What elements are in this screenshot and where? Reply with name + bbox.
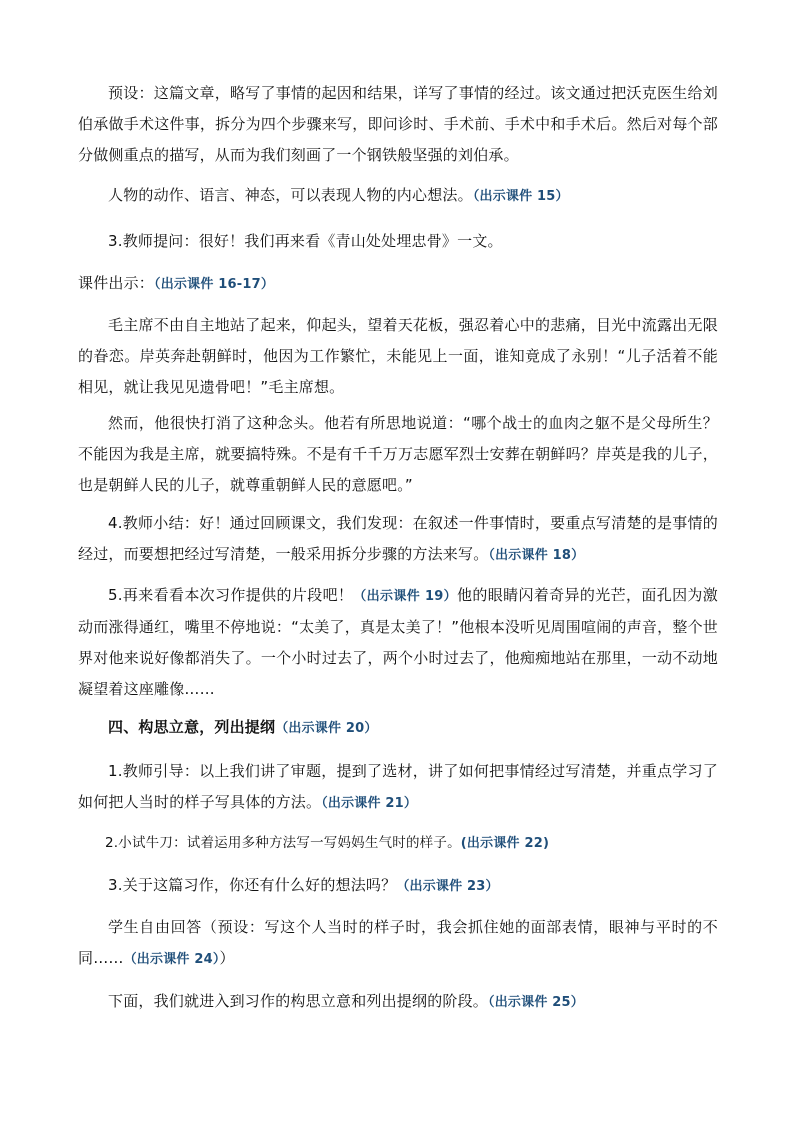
paragraph-text: ） (219, 949, 235, 967)
paragraph-text: 5.再来看看本次习作提供的片段吧！ (108, 586, 354, 604)
paragraph-courseware-show (78, 268, 718, 300)
paragraph-text: 他的眼睛闪着奇异的光芒，面孔因为激动而涨得通红，嘴里不停地说：“太美了，真是太美了！”他根本没听见周围喧闹的声音，整个世界对他来说好像都消失了。一个小时过去了，两个小时过去了，他痴痴地站在那里，一动不动地凝望着这座雕像…… (78, 586, 718, 698)
paragraph-quote-1 (78, 310, 718, 403)
courseware-ref: （出示课件 19） (353, 589, 458, 604)
paragraph-teacher-summary (78, 508, 718, 571)
paragraph-text: 4.教师小结：好！通过回顾课文，我们发现：在叙述一件事情时，要重点写清楚的是事情的经过，而要想把经过写清楚，一般采用拆分步骤的方法来写。 (78, 514, 718, 563)
courseware-ref: （出示课件 24） (123, 952, 220, 967)
courseware-ref: （出示课件 16-17） (154, 277, 275, 292)
paragraph-preset (78, 78, 718, 171)
paragraph-ideas (78, 870, 718, 902)
courseware-ref: (出示课件 22) (460, 836, 550, 851)
paragraph-text: 3.教师提问：很好！我们再来看《青山处处埋忠骨》一文。 (108, 232, 503, 250)
paragraph-text: 3.关于这篇习作，你还有什么好的想法吗？ (108, 876, 397, 894)
courseware-ref: （出示课件 23） (396, 879, 499, 894)
paragraph-text: 2.小试牛刀：试着运用多种方法写一写妈妈生气时的样子。 (105, 835, 461, 851)
courseware-ref: （出示课件 18） (488, 548, 585, 563)
paragraph-text: 课件出示： (78, 274, 155, 292)
paragraph-text: 毛主席不由自主地站了起来，仰起头，望着天花板，强忍着心中的悲痛，目光中流露出无限的眷恋。岸英奔赴朝鲜时，他因为工作繁忙，未能见上一面，谁知竟成了永别！“儿子活着不能相见，就让我见见遗骨吧！”毛主席想。 (78, 316, 718, 396)
paragraph-expression (78, 180, 718, 212)
paragraph-practice (105, 828, 718, 859)
paragraph-teacher-guide (78, 756, 718, 819)
paragraph-text: 人物的动作、语言、神态，可以表现人物的内心想法。 (108, 186, 473, 204)
paragraph-teacher-question (78, 226, 718, 257)
section-heading (78, 712, 718, 744)
paragraph-quote-2 (78, 408, 718, 501)
paragraph-student-answer (78, 912, 718, 975)
paragraph-excerpt (78, 580, 718, 705)
courseware-ref: （出示课件 20） (275, 721, 378, 736)
paragraph-text: 然而，他很快打消了这种念头。他若有所思地说道：“哪个战士的血肉之躯不是父母所生？不能因为我是主席，就要搞特殊。不是有千千万万志愿军烈士安葬在朝鲜吗？岸英是我的儿子，也是朝鲜人民的儿子，就尊重朝鲜人民的意愿吧。” (78, 414, 718, 494)
courseware-ref: （出示课件 15） (472, 189, 569, 204)
paragraph-text: 1.教师引导：以上我们讲了审题，提到了选材，讲了如何把事情经过写清楚，并重点学习了如何把人当时的样子写具体的方法。 (78, 762, 718, 811)
heading-text: 四、构思立意，列出提纲 (108, 718, 276, 736)
courseware-ref: （出示课件 21） (321, 796, 418, 811)
paragraph-text: 下面，我们就进入到习作的构思立意和列出提纲的阶段。 (108, 992, 489, 1010)
paragraph-text: 预设：这篇文章，略写了事情的起因和结果，详写了事情的经过。该文通过把沃克医生给刘伯承做手术这件事，拆分为四个步骤来写，即问诊时、手术前、手术中和手术后。然后对每个部分做侧重点的描写，从而为我们刻画了一个钢铁般坚强的刘伯承。 (78, 84, 718, 164)
paragraph-text: 学生自由回答（预设：写这个人当时的样子时，我会抓住她的面部表情，眼神与平时的不同…… (78, 918, 718, 967)
courseware-ref: （出示课件 25） (488, 995, 584, 1010)
paragraph-next-stage (78, 986, 718, 1018)
